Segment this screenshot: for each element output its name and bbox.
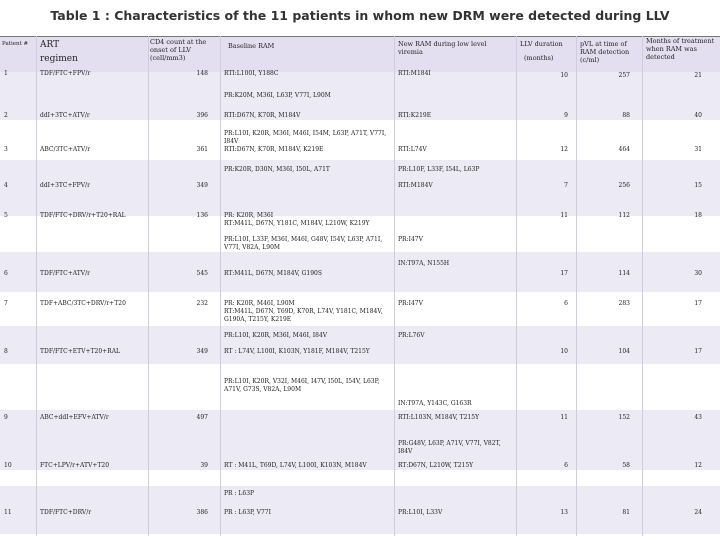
patient-number: 1 [4,70,8,77]
cd4-count: 386 [196,509,208,516]
art-regimen: TDF/FTC+DRV/r [40,509,92,516]
months-treatment: 31 [694,146,702,153]
patient-number: 11 [4,509,12,516]
header-pvl: pVL at time of RAM detection (c/ml) [580,40,630,64]
baseline-ram-rt: RT:M41L, D67N, T69D, K70R, L74V, Y181C, M184V, G190A, T215Y, K219E [224,308,383,323]
llv-duration: 11 [560,414,568,421]
art-regimen: TDF+ABC/3TC+DRV/r+T20 [40,300,126,307]
art-regimen: FTC+LPV/r+ATV+T20 [40,462,110,469]
header-patient: Patient # [2,41,29,47]
header-regimen: regimen [40,54,78,64]
baseline-ram: RT : L74V, L100I, K103N, Y181F, M184V, T215Y [224,348,370,355]
new-ram: RTI:K219E [398,112,432,119]
new-ram-line: PR:I47V [398,236,423,243]
new-ram: PR:L10I, L33V [398,509,443,516]
months-treatment: 43 [694,414,702,421]
new-ram-line: PR:G48V, L63P, A71V, V77I, V82T, I84V [398,440,501,455]
art-regimen: TDF/FTC+ATV/r [40,270,91,277]
new-ram: RTI:L74V [398,146,427,153]
art-regimen: TDF/FTC+DRV/r+T20+RAL [40,212,126,219]
cd4-count: 39 [200,462,208,469]
header-new-ram: New RAM during low level viremia [398,40,487,56]
header-art: ART [40,40,60,50]
llv-duration: 12 [560,146,568,153]
cd4-count: 545 [196,270,208,277]
art-regimen: ABC+ddI+EFV+ATV/r [40,414,109,421]
baseline-ram-line: PR:L10I, K20R, V32I, M46I, I47V, I50L, I54V, L63P, A71V, G73S, V82A, L90M [224,378,380,393]
pvl-value: 104 [618,348,630,355]
header-cd4: CD4 count at the onset of LLV (cell/mm3) [150,38,207,62]
baseline-ram: PR: K20R, M36I [224,212,274,219]
llv-duration: 10 [560,348,568,355]
months-treatment: 15 [694,182,702,189]
months-treatment: 21 [694,72,702,79]
art-regimen: ddI+3TC+FPV/r [40,182,90,189]
patient-number: 9 [4,414,8,421]
months-treatment: 12 [694,462,702,469]
art-regimen: TDF/FTC+ETV+T20+RAL [40,348,121,355]
cd4-count: 361 [196,146,208,153]
header-baseline: Baseline RAM [228,42,275,50]
baseline-ram: RTI:L100I, Y188C [224,70,279,77]
pvl-value: 283 [618,300,630,307]
pvl-value: 464 [618,146,630,153]
cd4-count: 349 [196,348,208,355]
pvl-value: 257 [618,72,630,79]
months-treatment: 40 [694,112,702,119]
pvl-value: 81 [622,509,630,516]
baseline-ram: PR: K20R, M46I, L90M [224,300,295,307]
llv-duration: 9 [564,112,568,119]
new-ram-line: IN:T97A, Y143C, G163R [398,400,472,407]
months-treatment: 30 [694,270,702,277]
new-ram: RTI:M184V [398,182,433,189]
months-treatment: 17 [694,348,702,355]
new-ram-line: PR:L10F, L33F, I54L, L63P [398,166,480,173]
header-months: Months of treatment when RAM was detected [646,37,715,61]
new-ram: RT:D67N, L210W, T215Y [398,462,474,469]
patient-number: 3 [4,146,8,153]
llv-duration: 7 [564,182,568,189]
characteristics-table [0,36,720,536]
llv-duration: 17 [560,270,568,277]
pvl-value: 58 [622,462,630,469]
baseline-ram-line: PR:L10I, K20R, M36I, M46I, I84V [224,332,328,339]
table-title: Table 1 : Characteristics of the 11 patients in whom new DRM were detected during LLV [50,8,670,23]
art-regimen: ddI+3TC+ATV/r [40,112,90,119]
cd4-count: 232 [196,300,208,307]
baseline-ram: RTI:D67N, K70R, M184V [224,112,301,119]
months-treatment: 18 [694,212,702,219]
baseline-ram-line: PR : L63P [224,490,255,497]
cd4-count: 349 [196,182,208,189]
baseline-ram-line: PR:K20M, M36I, L63P, V77I, L90M [224,92,331,99]
patient-number: 7 [4,300,8,307]
new-ram: PR:I47V [398,300,423,307]
new-ram: RTI:M184I [398,70,431,77]
patient-number: 10 [4,462,12,469]
months-treatment: 24 [694,509,702,516]
pvl-value: 112 [618,212,630,219]
new-ram-line: PR:L76V [398,332,425,339]
baseline-ram: RT:M41L, D67N, M184V, G190S [224,270,322,277]
new-ram-line: IN:T97A, N155H [398,260,450,267]
baseline-ram-rt: RT:M41L, D67N, Y181C, M184V, L210W, K219Y [224,220,370,227]
art-regimen: ABC/3TC+ATV/r [40,146,91,153]
llv-duration: 10 [560,72,568,79]
baseline-ram-line: PR:K20R, D30N, M36I, I50L, A71T [224,166,330,173]
header-llv: LLV duration [520,40,563,48]
patient-number: 8 [4,348,8,355]
patient-number: 2 [4,112,8,119]
cd4-count: 497 [196,414,208,421]
baseline-ram-line: PR:L10I, L33F, M36I, M46I, G48V, I54V, L63P, A71I, V77I, V82A, L90M [224,236,383,251]
llv-duration: 6 [564,300,568,307]
patient-number: 4 [4,182,8,189]
llv-duration: 6 [564,462,568,469]
pvl-value: 88 [622,112,630,119]
new-ram: RTI:L103N, M184V, T215Y [398,414,480,421]
llv-duration: 13 [560,509,568,516]
llv-duration: 11 [560,212,568,219]
months-treatment: 17 [694,300,702,307]
pvl-value: 256 [618,182,630,189]
pvl-value: 114 [618,270,630,277]
cd4-count: 396 [196,112,208,119]
baseline-ram: RTI:D67N, K70R, M184V, K219E [224,146,324,153]
baseline-ram: RT : M41L, T69D, L74V, L100I, K103N, M184V [224,462,367,469]
baseline-ram: PR : L63P, V77I [224,509,271,516]
art-regimen: TDF/FTC+FPV/r [40,70,91,77]
patient-number: 6 [4,270,8,277]
pvl-value: 152 [618,414,630,421]
cd4-count: 136 [196,212,208,219]
patient-number: 5 [4,212,8,219]
cd4-count: 148 [196,70,208,77]
baseline-ram-line: PR:L10I, K20R, M36I, M46I, I54M, L63P, A71T, V77I, I84V [224,130,387,145]
header-llv-unit: (months) [524,54,554,62]
